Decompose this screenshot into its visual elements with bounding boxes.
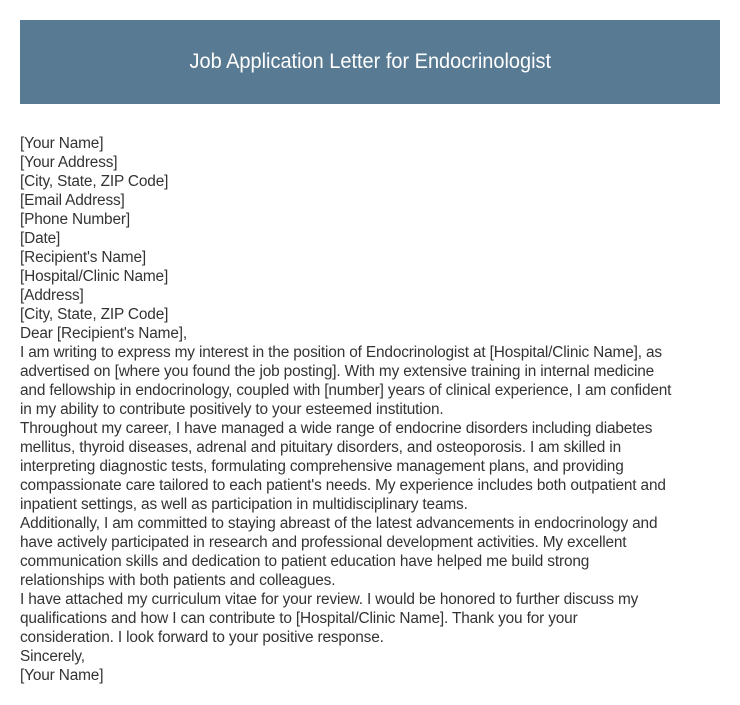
sender-block [20,134,720,248]
recipient-organization: [Hospital/Clinic Name] [20,268,169,285]
signature: [Your Name] [20,667,104,684]
recipient-name: [Recipient's Name] [20,249,146,266]
recipient-address: [Address] [20,287,84,304]
letter-date: [Date] [20,230,61,247]
paragraph-line: consideration. I look forward to your positive response. [20,629,384,646]
paragraph-line: relationships with both patients and colleagues. [20,572,336,589]
paragraph-line: have actively participated in research and professional development activities. My excellent [20,534,627,551]
paragraph-line: interpreting diagnostic tests, formulating comprehensive management plans, and providing [20,458,624,475]
recipient-block [20,248,720,324]
page-title: Job Application Letter for Endocrinologist [189,50,551,73]
closing: Sincerely, [20,648,85,665]
letter-body [20,134,720,685]
paragraph-line: I am writing to express my interest in the position of Endocrinologist at [Hospital/Clinic Name], as [20,344,662,361]
sender-phone: [Phone Number] [20,211,130,228]
page-header [20,20,720,104]
paragraph-line: qualifications and how I can contribute to [Hospital/Clinic Name]. Thank you for your [20,610,578,627]
paragraph-experience [20,419,720,514]
sender-city-state-zip: [City, State, ZIP Code] [20,173,169,190]
paragraph-line: in my ability to contribute positively to your esteemed institution. [20,401,444,418]
paragraph-closing [20,590,720,647]
paragraph-line: compassionate care tailored to each patient's needs. My experience includes both outpatient and [20,477,666,494]
paragraph-line: mellitus, thyroid diseases, adrenal and pituitary disorders, and osteoporosis. I am skilled in [20,439,621,456]
recipient-city-state-zip: [City, State, ZIP Code] [20,306,169,323]
paragraph-line: communication skills and dedication to patient education have helped me build strong [20,553,590,570]
paragraph-development [20,514,720,590]
sender-name: [Your Name] [20,135,104,152]
paragraph-line: advertised on [where you found the job posting]. With my extensive training in internal medicine [20,363,655,380]
paragraph-line: Throughout my career, I have managed a wide range of endocrine disorders including diabetes [20,420,653,437]
paragraph-line: and fellowship in endocrinology, coupled with [number] years of clinical experience, I am confident [20,382,672,399]
sender-address: [Your Address] [20,154,118,171]
paragraph-line: Additionally, I am committed to staying abreast of the latest advancements in endocrinology and [20,515,658,532]
paragraph-line: inpatient settings, as well as participation in multidisciplinary teams. [20,496,468,513]
sender-email: [Email Address] [20,192,125,209]
paragraph-intro [20,343,720,419]
salutation: Dear [Recipient's Name], [20,325,187,342]
paragraph-line: I have attached my curriculum vitae for your review. I would be honored to further discuss my [20,591,639,608]
